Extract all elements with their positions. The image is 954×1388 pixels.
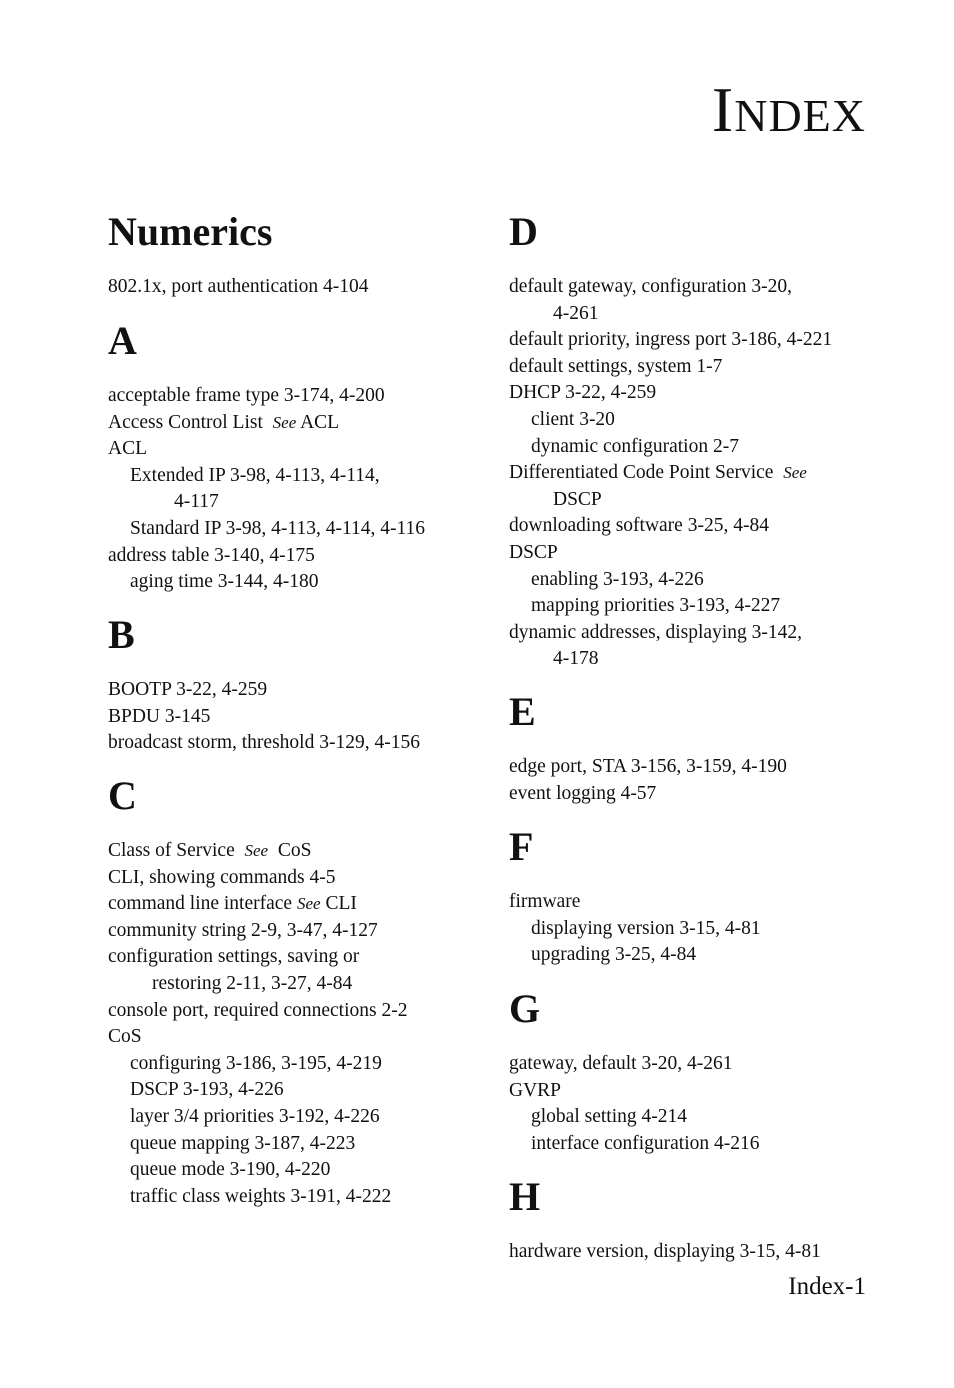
index-continuation: 4-117: [174, 491, 219, 513]
index-subentry: mapping priorities 3-193, 4-227: [531, 595, 781, 617]
index-entry: downloading software 3-25, 4-84: [509, 515, 769, 537]
see-reference: See: [244, 841, 269, 860]
index-entry: BPDU 3-145: [108, 705, 211, 727]
entry-term: Access Control List: [108, 411, 263, 433]
index-entry: default gateway, configuration 3-20,: [509, 276, 793, 297]
title-rest: NDEX: [734, 90, 866, 141]
index-subentry: displaying version 3-15, 4-81: [531, 917, 761, 939]
section-heading: Numerics: [108, 209, 273, 254]
index-entry: [509, 460, 832, 487]
index-entry: configuration settings, saving or: [108, 946, 360, 968]
section-e: [509, 689, 787, 807]
index-entry: default priority, ingress port 3-186, 4-221: [509, 329, 833, 351]
index-entry: ACL: [108, 438, 147, 460]
index-entry: event logging 4-57: [509, 782, 657, 804]
section-heading: E: [509, 689, 536, 734]
index-continuation: restoring 2-11, 3-27, 4-84: [152, 972, 353, 994]
section-a: [108, 318, 425, 596]
index-entry: GVRP: [509, 1079, 562, 1101]
section-h: [509, 1174, 821, 1266]
index-entry: edge port, STA 3-156, 3-159, 4-190: [509, 756, 787, 777]
title-initial: I: [711, 74, 735, 145]
see-reference: See: [783, 463, 807, 483]
index-entry: [108, 410, 425, 437]
index-entry: CoS: [108, 1026, 142, 1048]
entry-term: Class of Service: [108, 840, 235, 861]
index-continuation: 4-178: [553, 648, 599, 670]
index-subentry: client 3-20: [531, 408, 615, 430]
section-heading: A: [108, 318, 137, 363]
index-subentry: DSCP 3-193, 4-226: [130, 1079, 284, 1101]
entry-target: CLI: [325, 893, 357, 915]
index-subentry: Extended IP 3-98, 4-113, 4-114,: [130, 464, 380, 486]
section-d: [509, 209, 833, 673]
index-continuation: 4-261: [553, 302, 599, 324]
index-continuation: DSCP: [553, 488, 602, 510]
entry-target: ACL: [300, 411, 340, 433]
section-heading: G: [509, 986, 541, 1031]
see-reference: See: [272, 412, 297, 432]
section-heading: C: [108, 773, 137, 818]
index-subentry: configuring 3-186, 3-195, 4-219: [130, 1052, 382, 1074]
index-entry: DHCP 3-22, 4-259: [509, 382, 657, 404]
index-subentry: interface configuration 4-216: [531, 1132, 760, 1154]
index-entry: 802.1x, port authentication 4-104: [108, 276, 369, 297]
index-subentry: layer 3/4 priorities 3-192, 4-226: [130, 1105, 380, 1127]
section-heading: B: [108, 612, 135, 657]
index-entry: DSCP: [509, 541, 558, 563]
index-subentry: Standard IP 3-98, 4-113, 4-114, 4-116: [130, 517, 425, 539]
section-f: [509, 824, 761, 969]
index-subentry: upgrading 3-25, 4-84: [531, 944, 697, 966]
entry-term: Differentiated Code Point Service: [509, 462, 774, 484]
index-subentry: traffic class weights 3-191, 4-222: [130, 1185, 392, 1207]
index-subentry: enabling 3-193, 4-226: [531, 568, 704, 590]
index-entry: community string 2-9, 3-47, 4-127: [108, 919, 378, 941]
index-entry: [108, 838, 407, 865]
index-entry: hardware version, displaying 3-15, 4-81: [509, 1241, 821, 1262]
index-entry: BOOTP 3-22, 4-259: [108, 679, 268, 700]
entry-target: CoS: [277, 840, 312, 861]
index-entry: gateway, default 3-20, 4-261: [509, 1053, 733, 1074]
section-b: [108, 612, 420, 757]
index-subentry: queue mode 3-190, 4-220: [130, 1159, 331, 1181]
section-heading: H: [509, 1174, 541, 1219]
page-title: [711, 74, 866, 145]
index-subentry: dynamic configuration 2-7: [531, 435, 739, 457]
index-entry: address table 3-140, 4-175: [108, 544, 315, 566]
index-entry: default settings, system 1-7: [509, 355, 723, 377]
index-subentry: aging time 3-144, 4-180: [130, 571, 319, 593]
section-numerics: [108, 209, 369, 301]
index-entry: acceptable frame type 3-174, 4-200: [108, 385, 385, 406]
index-entry: dynamic addresses, displaying 3-142,: [509, 621, 802, 643]
entry-term: command line interface: [108, 893, 293, 915]
index-entry: CLI, showing commands 4-5: [108, 866, 336, 888]
index-subentry: global setting 4-214: [531, 1106, 687, 1128]
index-entry: firmware: [509, 891, 581, 912]
index-subentry: queue mapping 3-187, 4-223: [130, 1132, 356, 1154]
index-entry: console port, required connections 2-2: [108, 999, 408, 1021]
section-g: [509, 986, 760, 1157]
page-number: Index-1: [788, 1273, 866, 1300]
section-heading: F: [509, 824, 534, 869]
index-entry: [108, 891, 407, 918]
index-entry: broadcast storm, threshold 3-129, 4-156: [108, 732, 420, 754]
section-heading: D: [509, 209, 538, 254]
see-reference: See: [296, 894, 321, 914]
section-c: [108, 773, 408, 1210]
